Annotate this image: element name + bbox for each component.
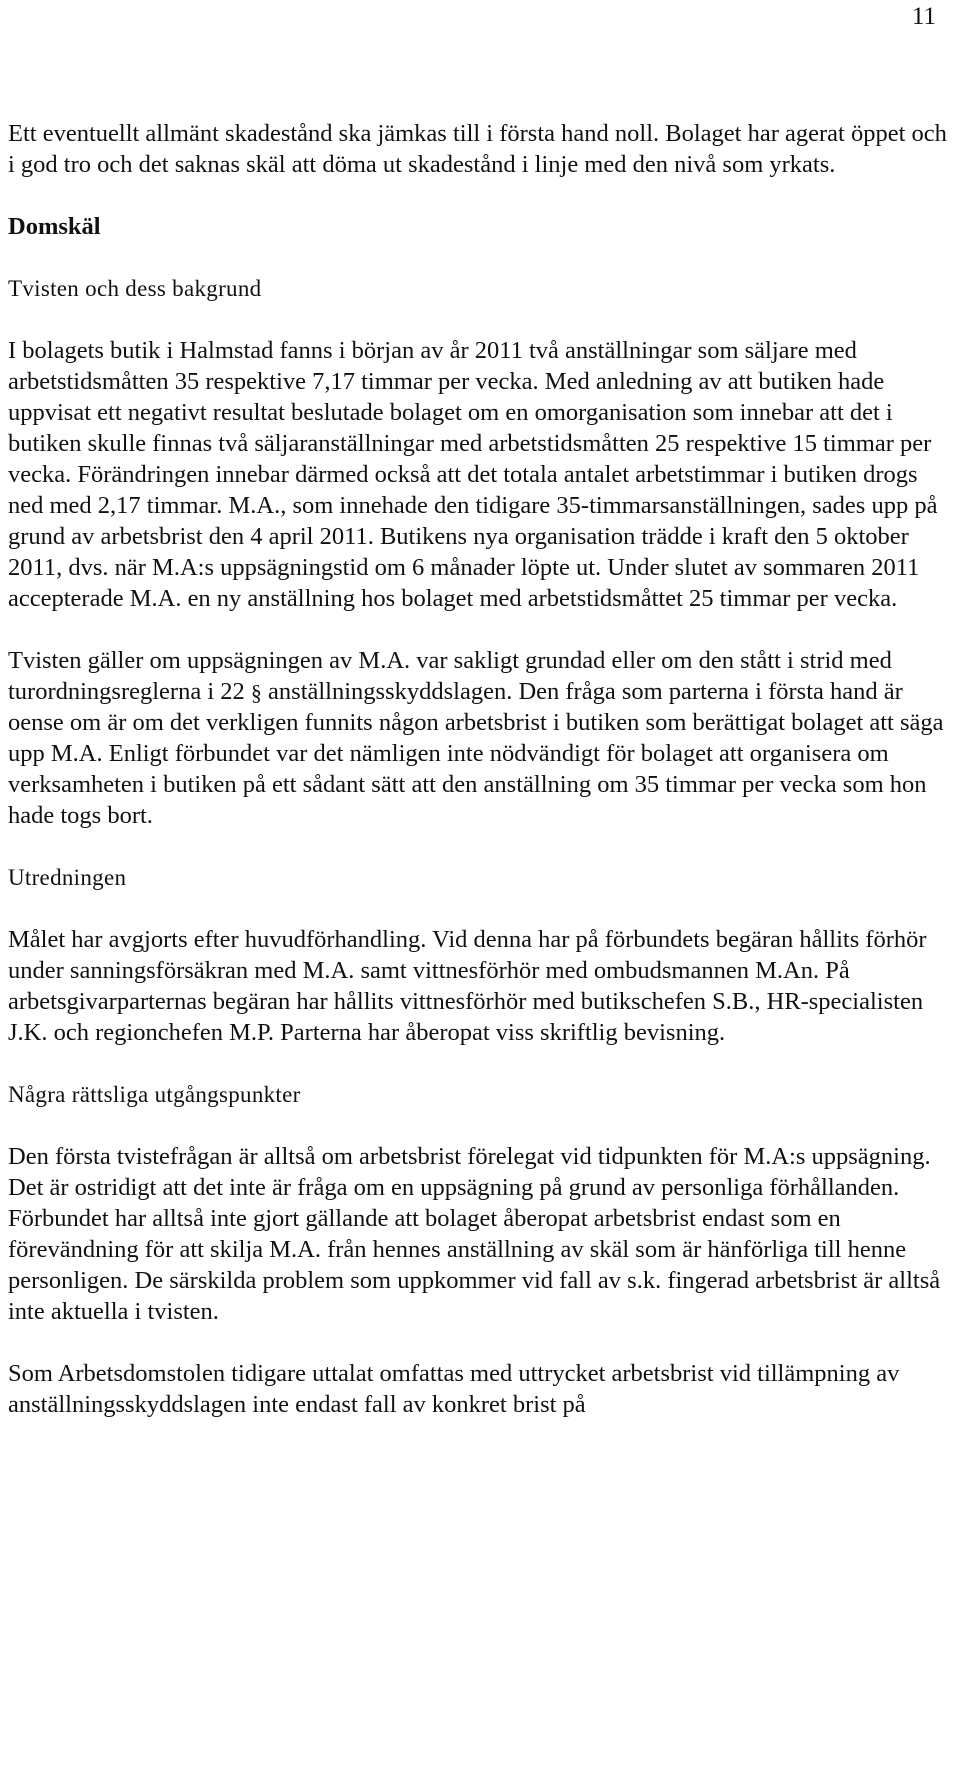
paragraph-rattsliga: Den första tvistefrågan är alltså om arbetsbrist förelegat vid tidpunkten för M.A:s uppsägning. Det är ostridigt att det inte är fråga om en uppsägning på grund av personliga förhållanden. Förbundet har alltså inte gjort gällande att bolaget åberopat arbetsbrist endast som en förevändning för att skilja M.A. från hennes anställning av skäl som är hänförliga till henne personligen. De särskilda problem som uppkommer vid fall av s.k. fingerad arbetsbrist är alltså inte aktuella i tvisten. <box>8 1143 941 1325</box>
paragraph-utredningen: Målet har avgjorts efter huvudförhandling. Vid denna har på förbundets begäran hållits förhör under sanningsförsäkran med M.A. samt vittnesförhör med ombudsmannen M.An. På arbetsgivarparternas begäran har hållits vittnesförhör med butikschefen S.B., HR-specialisten J.K. och regionchefen M.P. Parterna har åberopat viss skriftlig bevisning. <box>8 926 927 1046</box>
section-sign: § <box>250 680 262 705</box>
document-body <box>8 118 948 1420</box>
paragraph-tvisten <box>8 645 948 831</box>
heading-domskal: Domskäl <box>8 213 101 240</box>
heading-utredningen: Utredningen <box>8 865 127 890</box>
paragraph-last: Som Arbetsdomstolen tidigare uttalat omfattas med uttrycket arbetsbrist vid tillämpning av anställningsskyddslagen inte endast fall av konkret brist på <box>8 1360 900 1418</box>
heading-bakgrund: Tvisten och dess bakgrund <box>8 276 262 301</box>
page-number: 11 <box>911 3 936 30</box>
paragraph-bakgrund: I bolagets butik i Halmstad fanns i början av år 2011 två anställningar som säljare med arbetstidsmåtten 35 respektive 7,17 timmar per vecka. Med anledning av att butiken hade uppvisat ett negativt resultat beslutade bolaget om en omorganisation som innebar att det i butiken skulle finnas två säljaranställningar med arbetstidsmåtten 25 respektive 15 timmar per vecka. Förändringen innebar därmed också att det totala antalet arbetstimmar i butiken drogs ned med 2,17 timmar. M.A., som innehade den tidigare 35-timmarsanställningen, sades upp på grund av arbetsbrist den 4 april 2011. Butikens nya organisation trädde i kraft den 5 oktober 2011, dvs. när M.A:s uppsägningstid om 6 månader löpte ut. Under slutet av sommaren 2011 accepterade M.A. en ny anställning hos bolaget med arbetstidsmåttet 25 timmar per vecka. <box>8 337 938 612</box>
heading-rattsliga: Några rättsliga utgångspunkter <box>8 1082 301 1107</box>
paragraph-tvisten-part2: anställningsskyddslagen. Den fråga som parterna i första hand är oense om är om det verkligen funnits någon arbetsbrist i butiken som berättigat bolaget att säga upp M.A. Enligt förbundet var det nämligen inte nödvändigt för bolaget att organisera om verksamheten i butiken på ett sådant sätt att den anställning om 35 timmar per vecka som hon hade togs bort. <box>8 678 944 829</box>
paragraph-intro: Ett eventuellt allmänt skadestånd ska jämkas till i första hand noll. Bolaget har agerat öppet och i god tro och det saknas skäl att döma ut skadestånd i linje med den nivå som yrkats. <box>8 120 947 178</box>
paragraph-tvisten-part1: Tvisten gäller om uppsägningen av M.A. var sakligt grundad eller om den stått i strid med turordningsreglerna i 22 <box>8 647 892 705</box>
